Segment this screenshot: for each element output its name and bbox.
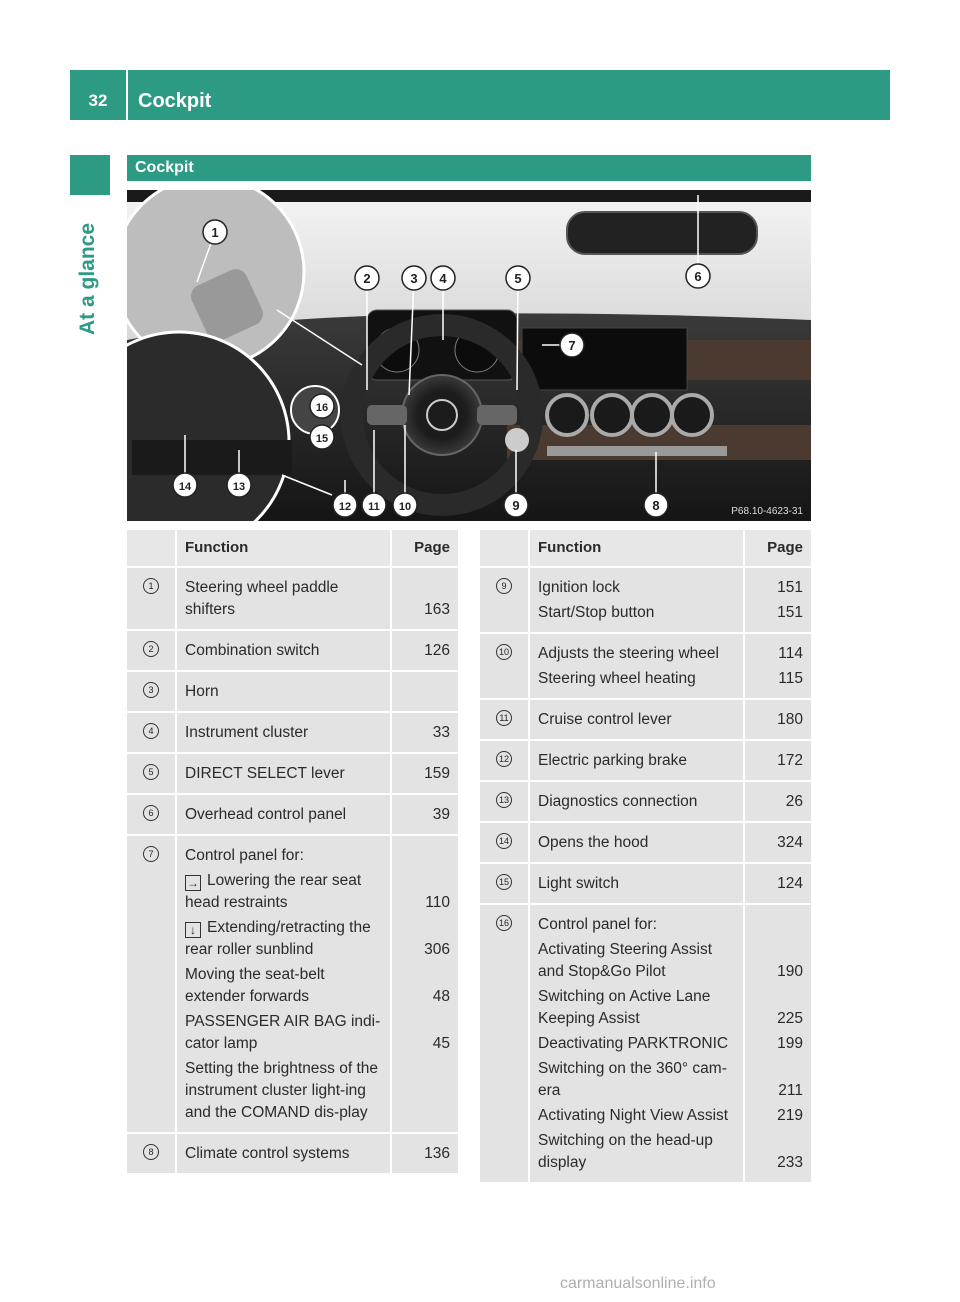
function-entry <box>185 640 382 662</box>
callout-13 <box>227 473 251 497</box>
page-reference: 180 <box>777 711 803 728</box>
function-text: Cruise control lever <box>538 711 672 728</box>
function-text: Switching on Active Lane Keeping Assist <box>538 988 711 1027</box>
page-reference: 26 <box>785 793 803 810</box>
callout-number: 12 <box>496 751 512 767</box>
function-text: Lowering the rear seat head restraints <box>185 872 362 911</box>
function-text: Opens the hood <box>538 834 649 851</box>
function-text: Light switch <box>538 875 619 892</box>
callout-number: 2 <box>143 641 159 657</box>
row-number-cell <box>127 795 175 834</box>
function-entry <box>538 914 735 936</box>
svg-text:14: 14 <box>178 481 192 493</box>
function-entry <box>538 602 735 624</box>
table-row <box>127 1134 458 1173</box>
page-reference <box>753 914 803 936</box>
callout-10 <box>393 493 417 517</box>
page-reference: 136 <box>424 1145 450 1162</box>
function-entry <box>185 1058 382 1124</box>
callout-1 <box>203 220 227 244</box>
function-cell <box>177 713 390 752</box>
table-row <box>127 795 458 834</box>
page-reference: 225 <box>777 1010 803 1027</box>
svg-text:12: 12 <box>338 501 352 513</box>
callout-number: 8 <box>143 1144 159 1160</box>
table-row <box>480 634 811 698</box>
function-cell <box>530 864 743 903</box>
svg-text:5: 5 <box>514 271 522 286</box>
function-cell <box>530 634 743 698</box>
callout-2 <box>355 266 379 290</box>
callout-number: 10 <box>496 644 512 660</box>
callout-16 <box>310 394 334 418</box>
row-number-cell <box>480 634 528 698</box>
page-header <box>70 70 890 120</box>
table-row <box>127 631 458 670</box>
callout-7 <box>560 333 584 357</box>
page-reference: 172 <box>777 752 803 769</box>
row-number-cell <box>480 782 528 821</box>
callout-number: 13 <box>496 792 512 808</box>
header-function: Function <box>530 530 743 566</box>
function-cell <box>530 782 743 821</box>
page-reference: 324 <box>777 834 803 851</box>
function-entry <box>538 1058 735 1102</box>
svg-text:7: 7 <box>568 338 576 353</box>
table-row <box>480 782 811 821</box>
cockpit-illustration <box>127 190 811 521</box>
row-number-cell <box>480 700 528 739</box>
row-number-cell <box>480 741 528 780</box>
header-page: Page <box>392 530 458 566</box>
page-reference <box>400 681 450 703</box>
function-entry <box>538 939 735 983</box>
page-cell <box>745 823 811 862</box>
page-cell <box>392 672 458 711</box>
header-function: Function <box>177 530 390 566</box>
function-cell <box>530 700 743 739</box>
function-text: Activating Night View Assist <box>538 1107 729 1124</box>
function-entry <box>185 870 382 914</box>
page-number: 32 <box>70 70 128 120</box>
page-reference: 110 <box>425 894 450 911</box>
callout-11 <box>362 493 386 517</box>
right-function-table <box>480 530 811 1184</box>
svg-text:8: 8 <box>652 498 660 513</box>
page-cell <box>392 836 458 1132</box>
function-cell <box>177 672 390 711</box>
page-reference: 199 <box>777 1035 803 1052</box>
row-number-cell <box>127 672 175 711</box>
svg-text:16: 16 <box>315 402 329 414</box>
callout-number: 3 <box>143 682 159 698</box>
page-reference: 39 <box>432 806 450 823</box>
function-entry <box>538 750 735 772</box>
page-cell <box>745 864 811 903</box>
section-title: Cockpit <box>127 155 811 181</box>
headrest-icon: → <box>187 876 199 890</box>
page-cell <box>745 634 811 698</box>
header-num-cell <box>480 530 528 566</box>
row-number-cell <box>127 1134 175 1173</box>
function-text: Steering wheel heating <box>538 670 696 687</box>
table-header-row <box>480 530 811 566</box>
row-number-cell <box>127 568 175 629</box>
callout-number: 9 <box>496 578 512 594</box>
table-row <box>127 568 458 629</box>
function-entry <box>185 1011 382 1055</box>
callout-number: 5 <box>143 764 159 780</box>
table-row <box>480 741 811 780</box>
function-text: Switching on the head-up display <box>538 1132 713 1171</box>
function-cell <box>177 1134 390 1173</box>
function-cell <box>177 568 390 629</box>
svg-text:11: 11 <box>368 501 380 513</box>
function-entry <box>185 845 382 867</box>
svg-text:2: 2 <box>363 271 371 286</box>
table-row <box>480 864 811 903</box>
callout-4 <box>431 266 455 290</box>
table-row <box>480 568 811 632</box>
function-cell <box>177 754 390 793</box>
page-cell <box>745 741 811 780</box>
function-text: Switching on the 360° cam-era <box>538 1060 727 1099</box>
page-cell <box>745 700 811 739</box>
callout-3 <box>402 266 426 290</box>
function-text: Steering wheel paddle shifters <box>185 579 339 618</box>
function-text: Adjusts the steering wheel <box>538 645 719 662</box>
watermark: carmanualsonline.info <box>560 1275 716 1292</box>
page-reference: 115 <box>778 670 803 687</box>
row-number-cell <box>480 568 528 632</box>
row-number-cell <box>480 864 528 903</box>
callout-9 <box>504 493 528 517</box>
page-title: Cockpit <box>138 90 212 112</box>
callout-number: 16 <box>496 915 512 931</box>
left-function-table <box>127 530 458 1175</box>
callout-number: 6 <box>143 805 159 821</box>
function-text: Climate control systems <box>185 1145 350 1162</box>
page-reference <box>400 845 450 867</box>
callout-number: 15 <box>496 874 512 890</box>
page-reference: 45 <box>432 1035 450 1052</box>
function-text: DIRECT SELECT lever <box>185 765 345 782</box>
page-cell <box>392 754 458 793</box>
page-cell <box>392 795 458 834</box>
function-entry <box>538 873 735 895</box>
page-reference: 151 <box>777 579 803 596</box>
callout-8 <box>644 493 668 517</box>
page-reference <box>400 1058 450 1124</box>
function-cell <box>177 631 390 670</box>
function-text: Ignition lock <box>538 579 620 596</box>
page-reference: 233 <box>777 1154 803 1171</box>
row-number-cell <box>127 713 175 752</box>
page-cell <box>392 631 458 670</box>
page-reference: 219 <box>777 1107 803 1124</box>
page-cell <box>745 905 811 1182</box>
callout-12 <box>333 493 357 517</box>
row-number-cell <box>127 754 175 793</box>
page-cell <box>392 568 458 629</box>
page-reference: 48 <box>432 988 450 1005</box>
function-cell <box>530 905 743 1182</box>
page-cell <box>745 568 811 632</box>
function-cell <box>530 741 743 780</box>
callout-number: 7 <box>143 846 159 862</box>
svg-text:13: 13 <box>232 481 246 493</box>
function-text: Diagnostics connection <box>538 793 698 810</box>
page-cell <box>745 782 811 821</box>
function-entry <box>538 1105 735 1127</box>
function-entry <box>185 763 382 785</box>
function-entry <box>538 986 735 1030</box>
header-page: Page <box>745 530 811 566</box>
function-text: Instrument cluster <box>185 724 309 741</box>
function-entry <box>185 722 382 744</box>
svg-text:10: 10 <box>398 501 412 513</box>
page-reference: 211 <box>778 1082 803 1099</box>
sunblind-icon: ↓ <box>185 922 201 938</box>
table-row <box>480 905 811 1182</box>
page-reference: 114 <box>778 645 803 662</box>
svg-text:15: 15 <box>315 433 329 445</box>
function-cell <box>530 823 743 862</box>
function-text: Setting the brightness of the instrument cluster light-ing and the COMAND dis-play <box>185 1060 379 1121</box>
row-number-cell <box>480 823 528 862</box>
function-cell <box>530 568 743 632</box>
callout-14 <box>173 473 197 497</box>
callout-number: 1 <box>143 578 159 594</box>
callout-15 <box>310 425 334 449</box>
function-entry <box>538 709 735 731</box>
function-text: Activating Steering Assist and Stop&Go Pilot <box>538 941 713 980</box>
svg-text:4: 4 <box>439 271 447 286</box>
side-tab-block <box>70 155 110 195</box>
cockpit-photo <box>127 190 811 521</box>
table-row <box>127 672 458 711</box>
page-reference: 151 <box>777 604 803 621</box>
table-row <box>127 836 458 1132</box>
function-entry <box>538 577 735 599</box>
row-number-cell <box>127 836 175 1132</box>
function-entry <box>185 577 382 621</box>
table-row <box>480 823 811 862</box>
function-entry <box>185 1143 382 1165</box>
function-entry <box>538 832 735 854</box>
callout-number: 11 <box>496 710 512 726</box>
function-text: Extending/retracting the rear roller sunblind <box>185 919 371 958</box>
callout-number: 14 <box>496 833 512 849</box>
function-entry <box>538 668 735 690</box>
svg-text:9: 9 <box>512 498 520 513</box>
callout-5 <box>506 266 530 290</box>
function-entry <box>538 1033 735 1055</box>
table-row <box>480 700 811 739</box>
callout-number: 4 <box>143 723 159 739</box>
function-entry <box>185 681 382 703</box>
page-reference: 33 <box>432 724 450 741</box>
function-text: Control panel for: <box>538 916 657 933</box>
function-text: Combination switch <box>185 642 320 659</box>
page-reference: 159 <box>424 765 450 782</box>
function-entry <box>538 643 735 665</box>
side-section-label: At a glance <box>76 222 99 335</box>
page-cell <box>392 1134 458 1173</box>
table-header-row <box>127 530 458 566</box>
svg-text:3: 3 <box>410 271 418 286</box>
function-entry <box>185 804 382 826</box>
page-cell <box>392 713 458 752</box>
svg-text:6: 6 <box>694 269 702 284</box>
function-entry <box>538 1130 735 1174</box>
function-text: Horn <box>185 683 219 700</box>
function-text: PASSENGER AIR BAG indi-cator lamp <box>185 1013 381 1052</box>
function-cell <box>177 836 390 1132</box>
function-cell <box>177 795 390 834</box>
table-row <box>127 713 458 752</box>
page-reference: 306 <box>424 941 450 958</box>
header-num-cell <box>127 530 175 566</box>
page-reference: 124 <box>777 875 803 892</box>
function-entry <box>185 917 382 961</box>
function-text: Overhead control panel <box>185 806 347 823</box>
function-text: Control panel for: <box>185 847 304 864</box>
function-entry <box>538 791 735 813</box>
row-number-cell <box>480 905 528 1182</box>
page-reference: 126 <box>424 642 450 659</box>
function-text: Electric parking brake <box>538 752 688 769</box>
function-text: Start/Stop button <box>538 604 655 621</box>
svg-text:1: 1 <box>211 225 219 240</box>
page-reference: 190 <box>777 963 803 980</box>
function-text: Deactivating PARKTRONIC <box>538 1035 729 1052</box>
function-text: Moving the seat-belt extender forwards <box>185 966 325 1005</box>
table-row <box>127 754 458 793</box>
function-entry <box>185 964 382 1008</box>
callout-6 <box>686 264 710 288</box>
photo-code: P68.10-4623-31 <box>731 506 803 517</box>
page-reference: 163 <box>424 601 450 618</box>
row-number-cell <box>127 631 175 670</box>
